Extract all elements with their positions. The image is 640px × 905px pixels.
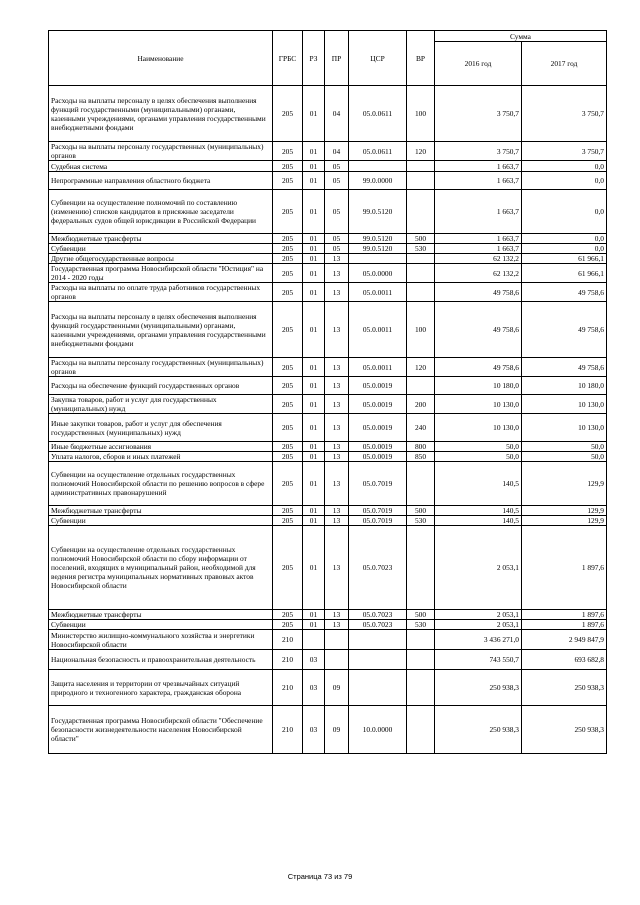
header-pr: ПР (325, 31, 349, 86)
header-year-2017: 2017 год (522, 42, 607, 86)
row-sum-2016: 250 938,3 (435, 670, 522, 706)
row-rz: 01 (303, 377, 325, 395)
row-rz: 01 (303, 283, 325, 302)
row-csr: 05.0.0011 (349, 358, 407, 377)
row-sum-2016: 49 758,6 (435, 302, 522, 358)
header-csr: ЦСР (349, 31, 407, 86)
header-year-2016: 2016 год (435, 42, 522, 86)
row-vr (407, 706, 435, 754)
row-rz: 01 (303, 172, 325, 190)
header-rz: РЗ (303, 31, 325, 86)
row-grbs: 210 (273, 670, 303, 706)
row-csr: 05.0.0611 (349, 142, 407, 161)
table-row (49, 172, 607, 190)
row-pr: 13 (325, 506, 349, 516)
row-name: Расходы на выплаты персоналу государственных (муниципальных) органов (49, 142, 273, 161)
row-csr: 05.0.0011 (349, 302, 407, 358)
row-name: Расходы на выплаты персоналу в целях обеспечения выполнения функций государственными (муниципальными) органами, казенными учреждениями, органами управления государственными внебюджетными фондами (49, 86, 273, 142)
row-grbs: 205 (273, 414, 303, 442)
row-vr (407, 526, 435, 610)
row-pr: 13 (325, 452, 349, 462)
table-row (49, 358, 607, 377)
row-pr: 13 (325, 302, 349, 358)
row-sum-2016: 49 758,6 (435, 358, 522, 377)
table-row (49, 506, 607, 516)
row-pr: 04 (325, 142, 349, 161)
row-sum-2016: 140,5 (435, 506, 522, 516)
table-row (49, 161, 607, 172)
row-sum-2016: 1 663,7 (435, 190, 522, 234)
row-name: Субвенции на осуществление отдельных государственных полномочий Новосибирской области по решению вопросов в сфере административных правонарушений (49, 462, 273, 506)
row-vr (407, 190, 435, 234)
row-name: Другие общегосударственные вопросы (49, 254, 273, 264)
row-sum-2016: 62 132,2 (435, 264, 522, 283)
row-pr: 13 (325, 610, 349, 620)
row-grbs: 205 (273, 610, 303, 620)
row-sum-2017: 50,0 (522, 442, 607, 452)
row-rz: 01 (303, 142, 325, 161)
row-name: Национальная безопасность и правоохранительная деятельность (49, 650, 273, 670)
page-number: Страница 73 из 79 (287, 872, 353, 881)
row-rz (303, 630, 325, 650)
table-row (49, 142, 607, 161)
row-sum-2016: 50,0 (435, 452, 522, 462)
row-csr: 05.0.7019 (349, 462, 407, 506)
table-row (49, 254, 607, 264)
row-sum-2017: 10 180,0 (522, 377, 607, 395)
row-pr: 05 (325, 172, 349, 190)
row-sum-2017: 49 758,6 (522, 302, 607, 358)
row-name: Министерство жилищно-коммунального хозяйства и энергетики Новосибирской области (49, 630, 273, 650)
row-sum-2017: 0,0 (522, 190, 607, 234)
row-vr: 100 (407, 302, 435, 358)
row-grbs: 205 (273, 283, 303, 302)
row-grbs: 205 (273, 377, 303, 395)
row-rz: 01 (303, 395, 325, 414)
row-vr: 500 (407, 234, 435, 244)
table-row (49, 670, 607, 706)
row-csr: 99.0.0000 (349, 172, 407, 190)
row-sum-2017: 3 750,7 (522, 142, 607, 161)
row-grbs: 205 (273, 526, 303, 610)
row-pr: 05 (325, 190, 349, 234)
row-pr: 13 (325, 462, 349, 506)
row-sum-2016: 1 663,7 (435, 234, 522, 244)
table-row (49, 86, 607, 142)
row-sum-2016: 140,5 (435, 462, 522, 506)
row-name: Расходы на обеспечение функций государственных органов (49, 377, 273, 395)
row-rz: 01 (303, 506, 325, 516)
row-sum-2017: 61 966,1 (522, 264, 607, 283)
row-name: Защита населения и территории от чрезвычайных ситуаций природного и техногенного характера, гражданская оборона (49, 670, 273, 706)
table-row (49, 377, 607, 395)
table-row (49, 706, 607, 754)
row-grbs: 205 (273, 264, 303, 283)
table-row (49, 620, 607, 630)
row-vr (407, 283, 435, 302)
row-pr: 13 (325, 377, 349, 395)
header-grbs: ГРБС (273, 31, 303, 86)
row-name: Расходы на выплаты персоналу государственных (муниципальных) органов (49, 358, 273, 377)
row-rz: 01 (303, 526, 325, 610)
row-name: Закупка товаров, работ и услуг для государственных (муниципальных) нужд (49, 395, 273, 414)
row-sum-2016: 2 053,1 (435, 526, 522, 610)
row-csr (349, 650, 407, 670)
row-csr: 05.0.0611 (349, 86, 407, 142)
row-pr: 09 (325, 670, 349, 706)
row-sum-2016: 743 550,7 (435, 650, 522, 670)
table-row (49, 264, 607, 283)
row-grbs: 210 (273, 706, 303, 754)
table-row (49, 462, 607, 506)
table-row (49, 190, 607, 234)
row-vr (407, 630, 435, 650)
row-vr: 100 (407, 86, 435, 142)
row-sum-2017: 3 750,7 (522, 86, 607, 142)
row-name: Субвенции (49, 620, 273, 630)
row-csr: 05.0.7019 (349, 506, 407, 516)
row-grbs: 210 (273, 630, 303, 650)
row-sum-2017: 0,0 (522, 161, 607, 172)
row-vr: 240 (407, 414, 435, 442)
row-name: Субвенции на осуществление полномочий по составлению (изменению) списков кандидатов в присяжные заседатели федеральных судов общей юрисдикции в Российской Федерации (49, 190, 273, 234)
row-sum-2017: 49 758,6 (522, 358, 607, 377)
header-vr: ВР (407, 31, 435, 86)
row-rz: 01 (303, 234, 325, 244)
row-pr: 13 (325, 283, 349, 302)
row-csr: 05.0.0019 (349, 395, 407, 414)
row-pr: 13 (325, 516, 349, 526)
row-rz: 01 (303, 254, 325, 264)
row-csr: 05.0.0000 (349, 264, 407, 283)
row-sum-2016: 10 130,0 (435, 395, 522, 414)
row-name: Субвенции (49, 516, 273, 526)
row-sum-2016: 250 938,3 (435, 706, 522, 754)
row-rz: 01 (303, 610, 325, 620)
row-sum-2017: 0,0 (522, 172, 607, 190)
row-sum-2016: 2 053,1 (435, 620, 522, 630)
row-sum-2017: 2 949 847,9 (522, 630, 607, 650)
row-vr: 850 (407, 452, 435, 462)
table-row (49, 283, 607, 302)
row-sum-2016: 10 180,0 (435, 377, 522, 395)
row-sum-2016: 3 436 271,0 (435, 630, 522, 650)
row-sum-2017: 10 130,0 (522, 414, 607, 442)
row-sum-2017: 0,0 (522, 234, 607, 244)
row-grbs: 205 (273, 302, 303, 358)
row-name: Субвенции на осуществление отдельных государственных полномочий Новосибирской области по сбору информации от поселений, входящих в муниципальный район, необходимой для ведения регистра муниципальных нормативных правовых актов Новосибирской области (49, 526, 273, 610)
row-grbs: 205 (273, 620, 303, 630)
row-csr: 05.0.7023 (349, 526, 407, 610)
row-pr: 13 (325, 395, 349, 414)
row-grbs: 205 (273, 234, 303, 244)
row-sum-2017: 1 897,6 (522, 620, 607, 630)
row-name: Судебная система (49, 161, 273, 172)
row-rz: 03 (303, 706, 325, 754)
row-grbs: 205 (273, 506, 303, 516)
row-name: Расходы на выплаты по оплате труда работников государственных органов (49, 283, 273, 302)
row-csr: 05.0.0019 (349, 442, 407, 452)
row-vr (407, 462, 435, 506)
row-name: Иные закупки товаров, работ и услуг для обеспечения государственных (муниципальных) нужд (49, 414, 273, 442)
row-name: Иные бюджетные ассигнования (49, 442, 273, 452)
table-row (49, 414, 607, 442)
row-csr: 05.0.0019 (349, 377, 407, 395)
header-sum: Сумма (435, 31, 607, 42)
row-vr (407, 161, 435, 172)
row-grbs: 205 (273, 442, 303, 452)
row-grbs: 205 (273, 254, 303, 264)
row-name: Субвенции (49, 244, 273, 254)
row-vr: 200 (407, 395, 435, 414)
table-row (49, 234, 607, 244)
table-row (49, 650, 607, 670)
row-rz: 01 (303, 516, 325, 526)
header-name: Наименование (49, 31, 273, 86)
row-csr (349, 254, 407, 264)
table-row (49, 630, 607, 650)
row-vr: 120 (407, 358, 435, 377)
row-pr: 13 (325, 414, 349, 442)
row-sum-2017: 1 897,6 (522, 526, 607, 610)
row-name: Непрограммные направления областного бюджета (49, 172, 273, 190)
row-csr (349, 670, 407, 706)
row-csr: 05.0.0019 (349, 452, 407, 462)
row-sum-2017: 61 966,1 (522, 254, 607, 264)
row-pr: 04 (325, 86, 349, 142)
row-vr (407, 650, 435, 670)
row-pr: 05 (325, 234, 349, 244)
row-rz: 01 (303, 264, 325, 283)
row-pr: 05 (325, 244, 349, 254)
table-row (49, 302, 607, 358)
row-sum-2016: 10 130,0 (435, 414, 522, 442)
row-grbs: 205 (273, 452, 303, 462)
row-pr: 13 (325, 442, 349, 452)
row-rz: 01 (303, 620, 325, 630)
row-csr: 99.0.5120 (349, 244, 407, 254)
row-rz: 01 (303, 442, 325, 452)
row-vr: 800 (407, 442, 435, 452)
row-sum-2016: 3 750,7 (435, 142, 522, 161)
row-sum-2017: 1 897,6 (522, 610, 607, 620)
row-sum-2017: 10 130,0 (522, 395, 607, 414)
row-pr: 13 (325, 620, 349, 630)
table-row (49, 395, 607, 414)
row-grbs: 205 (273, 142, 303, 161)
row-sum-2017: 49 758,6 (522, 283, 607, 302)
row-csr: 05.0.7019 (349, 516, 407, 526)
row-sum-2017: 0,0 (522, 244, 607, 254)
row-vr: 530 (407, 244, 435, 254)
row-name: Уплата налогов, сборов и иных платежей (49, 452, 273, 462)
row-vr: 500 (407, 506, 435, 516)
row-sum-2016: 2 053,1 (435, 610, 522, 620)
row-name: Межбюджетные трансферты (49, 234, 273, 244)
row-sum-2016: 49 758,6 (435, 283, 522, 302)
row-pr (325, 650, 349, 670)
row-name: Межбюджетные трансферты (49, 610, 273, 620)
row-pr: 05 (325, 161, 349, 172)
row-sum-2016: 62 132,2 (435, 254, 522, 264)
budget-table (48, 30, 607, 754)
row-vr: 530 (407, 620, 435, 630)
row-pr: 09 (325, 706, 349, 754)
row-name: Государственная программа Новосибирской области "Обеспечение безопасности жизнедеятельности населения Новосибирской области" (49, 706, 273, 754)
row-pr: 13 (325, 264, 349, 283)
row-name: Межбюджетные трансферты (49, 506, 273, 516)
row-vr (407, 172, 435, 190)
table-row (49, 526, 607, 610)
row-sum-2017: 250 938,3 (522, 670, 607, 706)
row-sum-2017: 129,9 (522, 462, 607, 506)
row-grbs: 205 (273, 161, 303, 172)
table-row (49, 442, 607, 452)
row-vr: 500 (407, 610, 435, 620)
row-grbs: 205 (273, 172, 303, 190)
row-rz: 01 (303, 358, 325, 377)
row-grbs: 205 (273, 244, 303, 254)
row-rz: 03 (303, 650, 325, 670)
row-pr (325, 630, 349, 650)
table-row (49, 244, 607, 254)
row-rz: 01 (303, 452, 325, 462)
row-name: Государственная программа Новосибирской области "Юстиция" на 2014 - 2020 годы (49, 264, 273, 283)
table-body (49, 86, 607, 754)
table-row (49, 610, 607, 620)
row-grbs: 205 (273, 86, 303, 142)
row-rz: 01 (303, 86, 325, 142)
row-csr: 05.0.7023 (349, 610, 407, 620)
row-sum-2017: 50,0 (522, 452, 607, 462)
row-rz: 03 (303, 670, 325, 706)
row-sum-2017: 129,9 (522, 516, 607, 526)
row-csr: 99.0.5120 (349, 190, 407, 234)
row-sum-2016: 3 750,7 (435, 86, 522, 142)
row-grbs: 210 (273, 650, 303, 670)
row-grbs: 205 (273, 358, 303, 377)
row-rz: 01 (303, 462, 325, 506)
row-csr (349, 630, 407, 650)
row-sum-2016: 1 663,7 (435, 172, 522, 190)
row-rz: 01 (303, 161, 325, 172)
row-rz: 01 (303, 190, 325, 234)
row-vr: 120 (407, 142, 435, 161)
row-csr: 05.0.0011 (349, 283, 407, 302)
row-csr: 99.0.5120 (349, 234, 407, 244)
row-sum-2016: 140,5 (435, 516, 522, 526)
table-row (49, 452, 607, 462)
row-pr: 13 (325, 254, 349, 264)
row-rz: 01 (303, 302, 325, 358)
row-sum-2017: 129,9 (522, 506, 607, 516)
row-grbs: 205 (273, 462, 303, 506)
row-vr: 530 (407, 516, 435, 526)
row-grbs: 205 (273, 395, 303, 414)
row-rz: 01 (303, 414, 325, 442)
row-sum-2017: 693 682,8 (522, 650, 607, 670)
row-sum-2016: 50,0 (435, 442, 522, 452)
row-pr: 13 (325, 526, 349, 610)
table-row (49, 516, 607, 526)
row-sum-2016: 1 663,7 (435, 244, 522, 254)
row-vr (407, 670, 435, 706)
row-csr: 05.0.0019 (349, 414, 407, 442)
row-csr (349, 161, 407, 172)
row-sum-2017: 250 938,3 (522, 706, 607, 754)
row-csr: 10.0.0000 (349, 706, 407, 754)
row-csr: 05.0.7023 (349, 620, 407, 630)
row-sum-2016: 1 663,7 (435, 161, 522, 172)
row-pr: 13 (325, 358, 349, 377)
row-rz: 01 (303, 244, 325, 254)
row-vr (407, 377, 435, 395)
row-name: Расходы на выплаты персоналу в целях обеспечения выполнения функций государственными (муниципальными) органами, казенными учреждениями, органами управления государственными внебюджетными фондами (49, 302, 273, 358)
row-vr (407, 264, 435, 283)
row-grbs: 205 (273, 190, 303, 234)
row-vr (407, 254, 435, 264)
row-grbs: 205 (273, 516, 303, 526)
